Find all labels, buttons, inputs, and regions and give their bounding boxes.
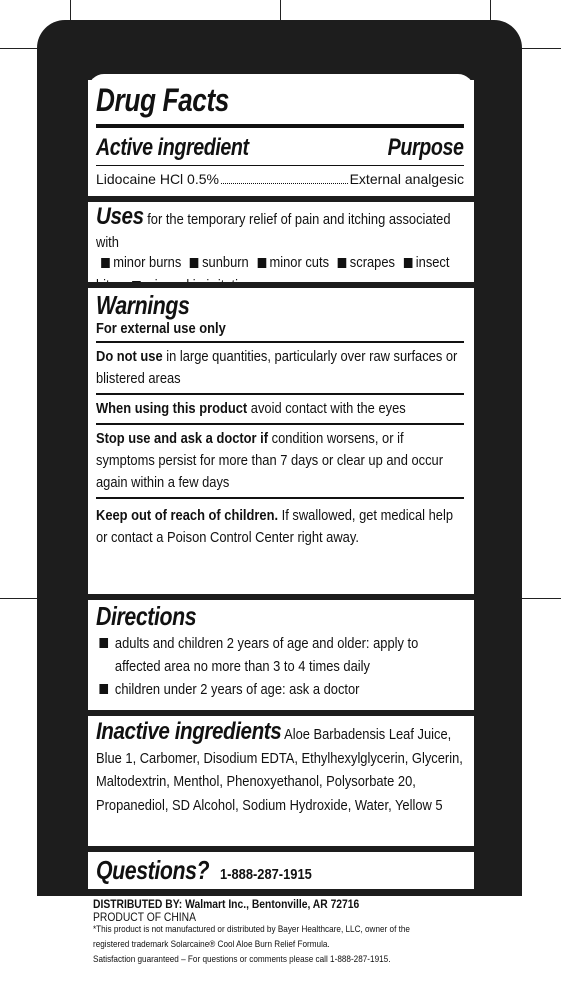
product-origin: PRODUCT OF CHINA: [93, 910, 197, 924]
use-item: minor burns: [113, 254, 182, 271]
directions-heading: Directions: [96, 601, 197, 631]
rule: [96, 393, 464, 395]
purpose-value: External analgesic: [349, 171, 464, 187]
questions-phone: 1-888-287-1915: [220, 866, 312, 883]
crop-line-right-vertical: [490, 0, 491, 20]
leader-dots: [221, 183, 348, 184]
bullet: [99, 684, 108, 694]
do-not-use-label: Do not use: [96, 348, 163, 365]
use-item: minor cuts: [269, 254, 330, 271]
rule: [96, 497, 464, 499]
rule: [96, 341, 464, 343]
inactive-ingredients-text: Aloe Barbadensis Leaf Juice, Blue 1, Carbomer, Disodium EDTA, Ethylhexylglycerin, Glycerin, Maltodextrin, Menthol, Phenoxyethanol, Polysorbate 20, Propanediol, SD Alcohol, Sodium Hydroxide, Water, Yellow 5: [96, 726, 463, 814]
use-item: insect: [415, 254, 450, 271]
keep-out-text: If swallowed, get medical help or contact a Poison Control Center right away.: [96, 507, 454, 546]
crop-line-mid-vertical: [280, 0, 281, 20]
disclaimer-line-1: *This product is not manufactured or distributed by Bayer Healthcare, LLC, owner of the: [93, 924, 410, 935]
bullet: [99, 638, 108, 648]
satisfaction-guarantee: Satisfaction guaranteed – For questions or comments please call 1-888-287-1915.: [93, 954, 391, 965]
warnings-heading: Warnings: [96, 290, 190, 320]
active-ingredient-value: Lidocaine HCl 0.5%: [96, 171, 219, 187]
bullet: [101, 258, 110, 268]
keep-out-label: Keep out of reach of children.: [96, 507, 279, 524]
drug-facts-title: Drug Facts: [96, 82, 229, 118]
bullet: [404, 258, 413, 268]
bullet: [338, 258, 347, 268]
when-using-label: When using this product: [96, 400, 248, 417]
use-item: sunburn: [202, 254, 249, 271]
directions-section: [88, 600, 474, 710]
use-item: scrapes: [349, 254, 395, 271]
uses-section: [88, 202, 474, 282]
footer: [93, 897, 533, 965]
purpose-heading: Purpose: [388, 134, 464, 161]
rule: [96, 165, 464, 166]
drug-facts-header-section: [88, 80, 474, 198]
rule: [96, 124, 464, 128]
direction-item: adults and children 2 years of age and older: apply to affected area no more than 3 to 4 times daily: [114, 635, 419, 675]
disclaimer-line-2: registered trademark Solarcaine® Cool Aloe Burn Relief Formula.: [93, 939, 330, 950]
crop-line-top-right-horizontal: [522, 48, 561, 49]
direction-item: children under 2 years of age: ask a doctor: [114, 681, 360, 698]
stop-use-text: condition worsens, or if symptoms persist for more than 7 days or clear up and occur again within a few days: [96, 430, 444, 491]
crop-line-left-vertical: [70, 0, 71, 20]
stop-use-label: Stop use and ask a doctor if: [96, 430, 269, 447]
bullet: [257, 258, 266, 268]
questions-section: [88, 852, 474, 889]
rule: [96, 423, 464, 425]
uses-intro: for the temporary relief of pain and itching associated with: [96, 211, 451, 251]
active-ingredient-heading: Active ingredient: [96, 134, 249, 161]
bullet: [190, 258, 199, 268]
inactive-ingredients-section: [88, 716, 474, 846]
warnings-section: [88, 288, 474, 594]
questions-heading: Questions?: [96, 855, 210, 885]
when-using-text: avoid contact with the eyes: [250, 400, 406, 417]
crop-line-top-left-horizontal: [0, 48, 37, 49]
do-not-use-text: in large quantities, particularly over raw surfaces or blistered areas: [96, 348, 458, 387]
external-use-text: For external use only: [96, 320, 226, 337]
inactive-ingredients-heading: Inactive ingredients: [96, 718, 282, 745]
uses-heading: Uses: [96, 203, 144, 230]
crop-line-mid-left-horizontal: [0, 598, 37, 599]
crop-line-mid-right-horizontal: [522, 598, 561, 599]
distributed-by: DISTRIBUTED BY: Walmart Inc., Bentonville, AR 72716: [93, 897, 360, 911]
